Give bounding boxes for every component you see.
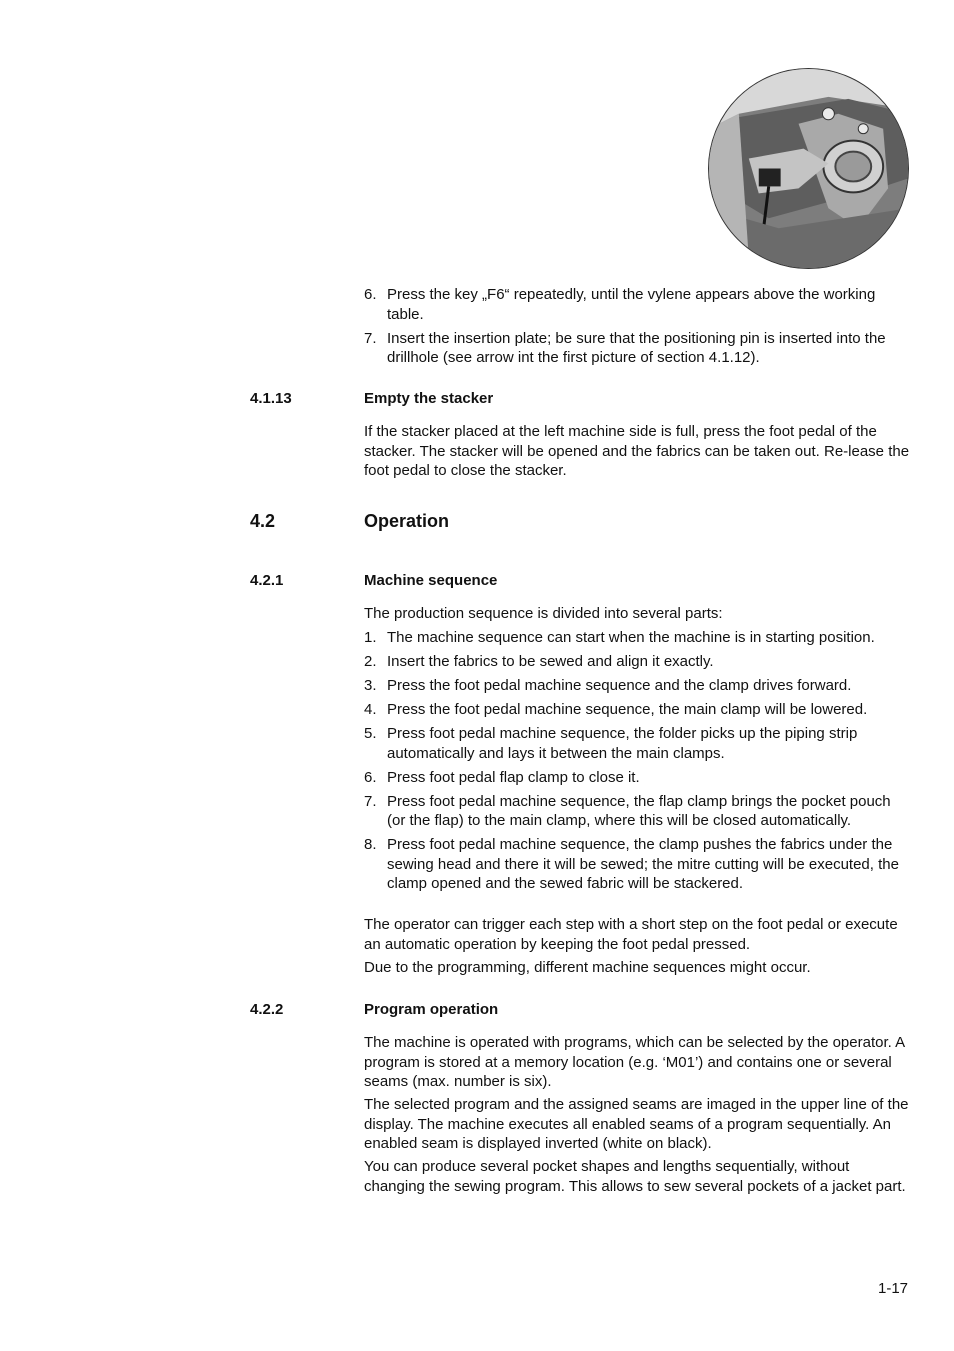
machine-detail-illustration	[709, 69, 908, 268]
list-item: 2. Insert the fabrics to be sewed and align it exactly.	[364, 653, 714, 670]
list-item: 1. The machine sequence can start when the machine is in starting position.	[364, 629, 875, 646]
machine-sequence-list	[364, 628, 912, 898]
section-title-machine-sequence: Machine sequence	[364, 572, 498, 589]
list-item: 7. Insert the insertion plate; be sure that the positioning pin is inserted into the drillhole (see arrow int the first picture of section 4.1.12).	[364, 329, 886, 366]
list-item: 4. Press the foot pedal machine sequence, the main clamp will be lowered.	[364, 701, 868, 718]
section-title-empty-stacker: Empty the stacker	[364, 390, 494, 407]
insertion-steps-list	[364, 285, 912, 372]
section-title-program-operation: Program operation	[364, 1001, 499, 1018]
program-paragraph-2: The selected program and the assigned seams are imaged in the upper line of the display. The machine executes all enabled seams of a program sequentially. An enabled seam is displayed inverted (white on black).	[364, 1096, 909, 1152]
program-paragraph-3: You can produce several pocket shapes and lengths sequentially, without changing the sewing program. This allows to sew several pockets of a jacket part.	[364, 1158, 906, 1195]
list-item: 6. Press foot pedal flap clamp to close it.	[364, 768, 640, 786]
list-item: 8. Press foot pedal machine sequence, the clamp pushes the fabrics under the sewing head and there it will be sewed; the mitre cutting will be executed, the clamp opened and the sewed fabric will be stackered.	[364, 836, 899, 892]
section-title-operation: Operation	[364, 511, 450, 531]
sequence-outro-programming: Due to the programming, different machine sequences might occur.	[364, 959, 811, 976]
list-item: 3. Press the foot pedal machine sequence and the clamp drives forward.	[364, 677, 852, 694]
section-number-4-2-2: 4.2.2	[250, 1001, 284, 1018]
list-item: 5. Press foot pedal machine sequence, the folder picks up the piping strip automatically and lays it between the main clamps.	[364, 725, 858, 762]
list-item: 6. Press the key „F6“ repeatedly, until the vylene appears above the working table.	[364, 286, 876, 323]
section-number-4-1-13: 4.1.13	[250, 390, 292, 407]
section-number-4-2-1: 4.2.1	[250, 572, 284, 589]
stacker-paragraph: If the stacker placed at the left machine side is full, press the foot pedal of the stacker. The stacker will be opened and the fabrics can be taken out. Re-lease the foot pedal to close the stacker.	[364, 423, 910, 479]
sequence-outro-trigger: The operator can trigger each step with a short step on the foot pedal or execute an automatic operation by keeping the foot pedal pressed.	[364, 916, 898, 953]
section-number-4-2: 4.2	[250, 511, 276, 531]
list-item: 7. Press foot pedal machine sequence, the flap clamp brings the pocket pouch (or the flap) to the main clamp, where this will be closed automatically.	[364, 792, 891, 829]
sequence-intro: The production sequence is divided into several parts:	[364, 605, 723, 622]
program-paragraph-1: The machine is operated with programs, which can be selected by the operator. A program is stored at a memory location (e.g. ‘M01’) and contains one or several seams (max. number is six).	[364, 1034, 905, 1090]
machine-detail-photo	[708, 68, 909, 269]
page-number: 1-17	[878, 1280, 909, 1297]
